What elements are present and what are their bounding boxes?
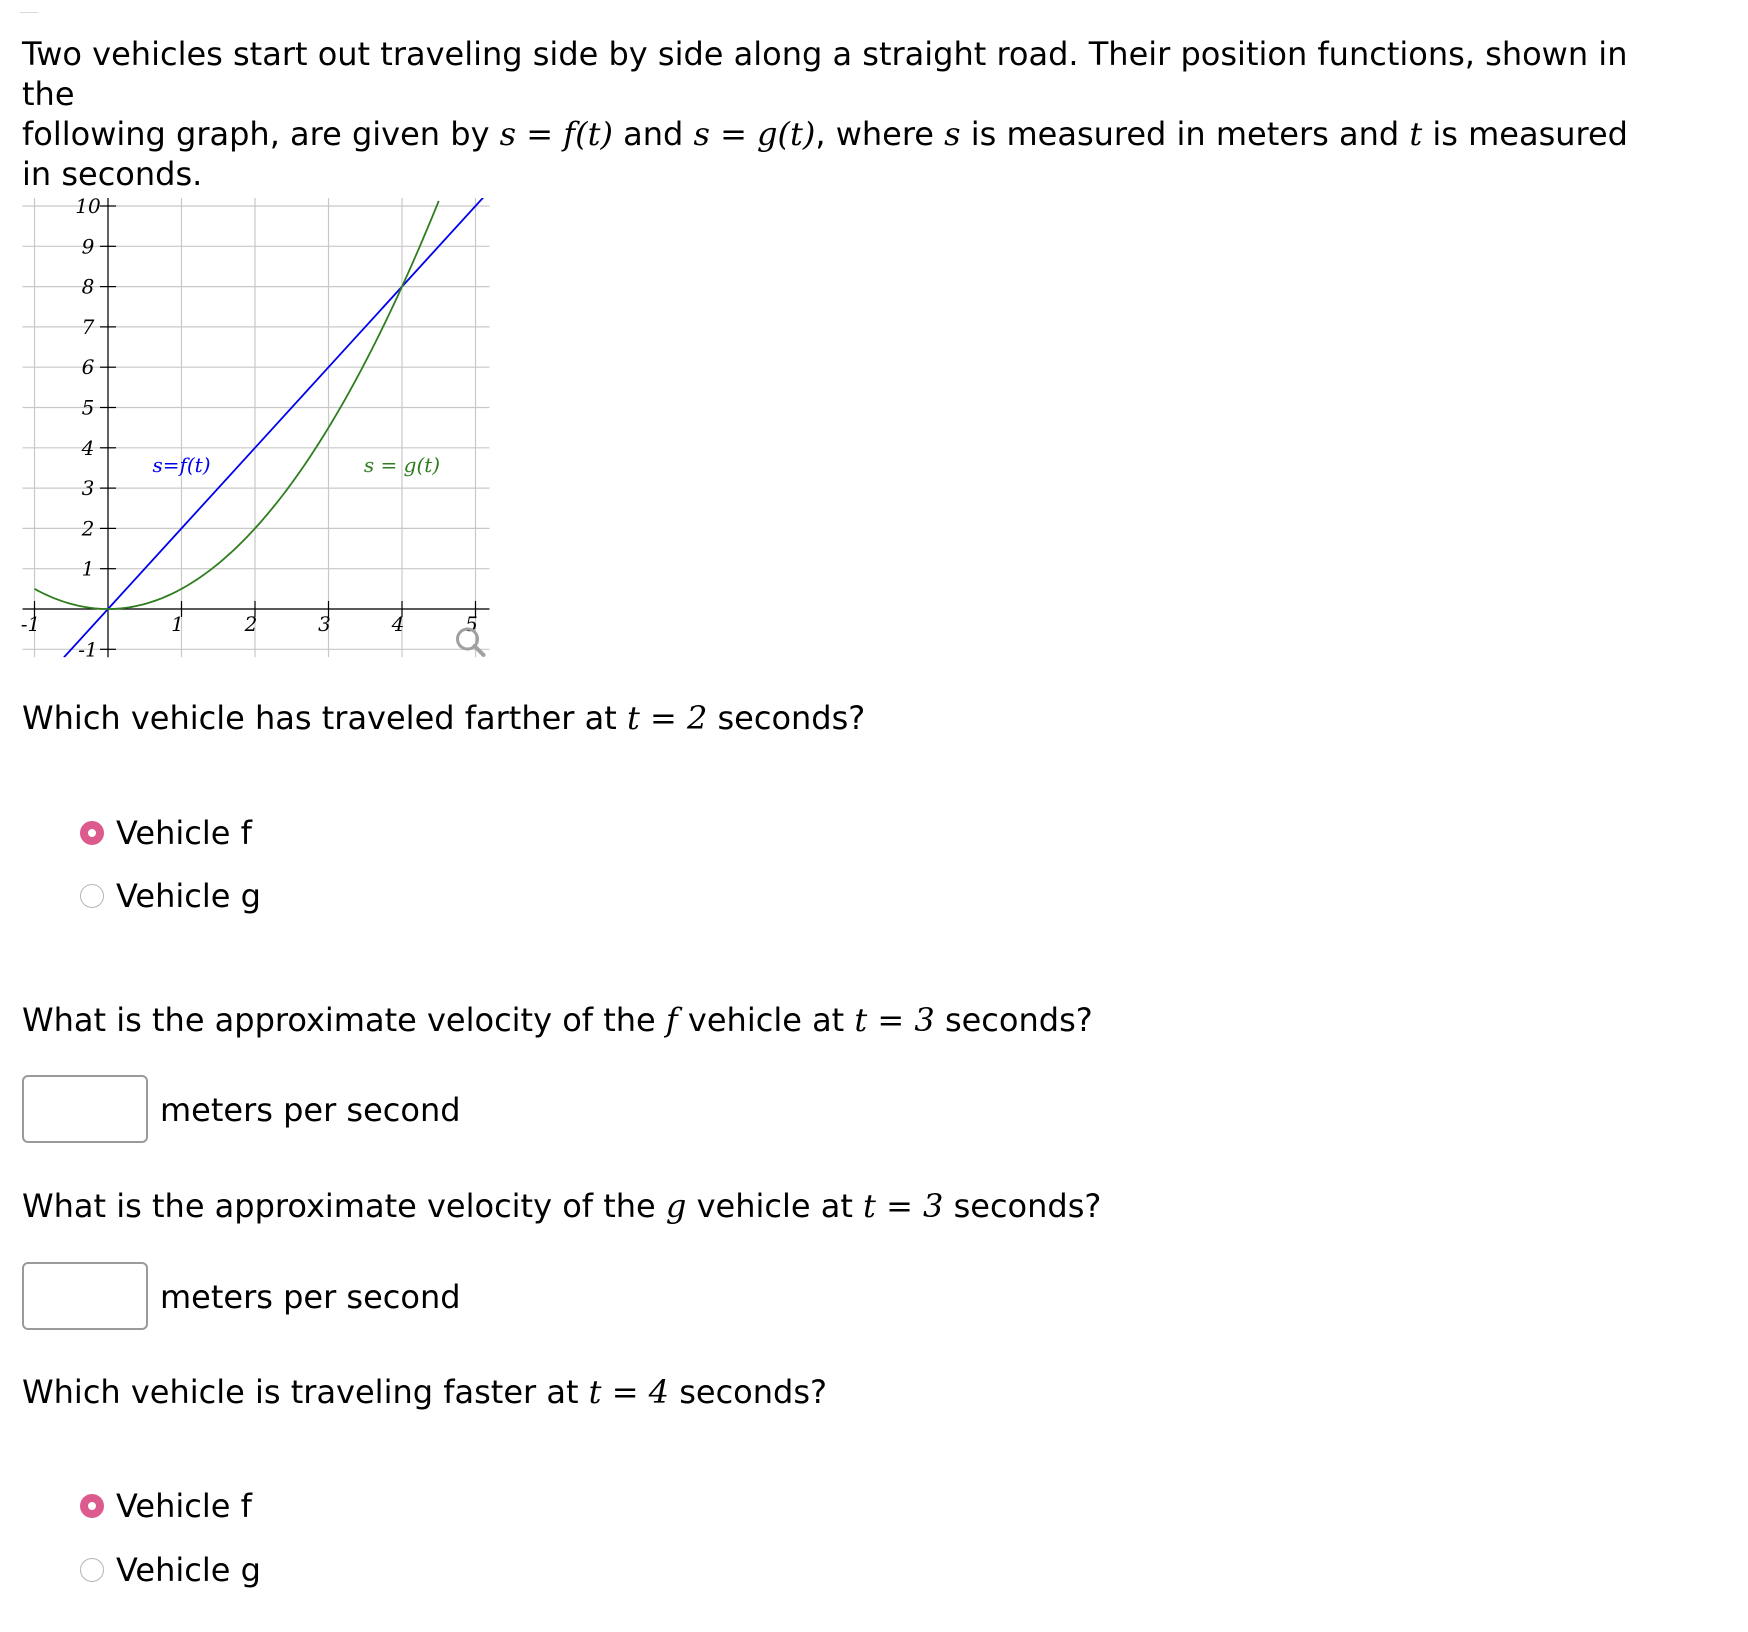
g-velocity-input[interactable] xyxy=(22,1262,148,1330)
q4-radio-f[interactable] xyxy=(80,1494,104,1518)
x-tick-label: 3 xyxy=(318,612,331,636)
q2-expr: t = 3 xyxy=(854,1001,935,1039)
q3-expr: t = 3 xyxy=(863,1187,944,1225)
question-1 xyxy=(22,698,865,738)
g-position-curve xyxy=(35,201,439,609)
q4-option-g[interactable] xyxy=(80,1550,261,1590)
x-tick-label: 2 xyxy=(244,612,258,636)
q1-radio-f[interactable] xyxy=(80,821,104,845)
y-tick-label: 6 xyxy=(81,355,95,380)
intro-line2b: , where xyxy=(815,115,934,153)
q3-text-a: What is the approximate velocity of the xyxy=(22,1187,656,1225)
y-tick-label: 1 xyxy=(81,556,95,581)
g-curve-label: s = g(t) xyxy=(363,452,441,477)
q2-var: f xyxy=(665,1001,678,1039)
q4-text-b: seconds? xyxy=(679,1373,827,1411)
q3-unit: meters per second xyxy=(160,1278,461,1316)
x-tick-label: 5 xyxy=(465,612,478,636)
q2-text-a: What is the approximate velocity of the xyxy=(22,1001,656,1039)
question-4 xyxy=(22,1372,827,1412)
q4-radio-g[interactable] xyxy=(80,1558,104,1582)
q1-text-b: seconds? xyxy=(717,699,866,737)
y-tick-label: 5 xyxy=(81,395,95,420)
f-expression: s = f(t) xyxy=(499,115,613,153)
q4-option-f[interactable] xyxy=(80,1486,252,1526)
x-tick-label: 4 xyxy=(391,612,405,636)
intro-and: and xyxy=(623,115,684,153)
q1-option-f-label: Vehicle f xyxy=(116,814,252,852)
q1-option-g-label: Vehicle g xyxy=(116,877,261,915)
q3-var: g xyxy=(665,1187,687,1225)
intro-line2a: following graph, are given by xyxy=(22,115,490,153)
t-variable: t xyxy=(1409,115,1423,153)
q1-text-a: Which vehicle has traveled farther at xyxy=(22,699,617,737)
intro-line2d: is measured xyxy=(1432,115,1628,153)
q4-option-f-label: Vehicle f xyxy=(116,1487,252,1525)
q2-text-c: seconds? xyxy=(944,1001,1093,1039)
x-tick-label: -1 xyxy=(20,612,41,636)
g-expression: s = g(t) xyxy=(693,115,816,153)
y-tick-label: 4 xyxy=(81,435,95,460)
intro-line2c: is measured in meters and xyxy=(970,115,1400,153)
q2-text-b: vehicle at xyxy=(687,1001,845,1039)
x-tick-label: 1 xyxy=(171,612,184,636)
q1-radio-g[interactable] xyxy=(80,884,104,908)
f-velocity-input[interactable] xyxy=(22,1075,148,1143)
y-tick-label: 9 xyxy=(81,234,95,259)
y-tick-label: -1 xyxy=(78,637,98,662)
intro-line1: Two vehicles start out traveling side by side along a straight road. Their position functions, shown in the xyxy=(22,35,1628,113)
y-tick-label: 8 xyxy=(81,274,95,299)
f-position-line xyxy=(64,190,490,657)
top-divider xyxy=(20,12,38,13)
q3-text-b: vehicle at xyxy=(696,1187,853,1225)
q4-text-a: Which vehicle is traveling faster at xyxy=(22,1373,579,1411)
y-tick-label: 10 xyxy=(75,194,101,218)
y-tick-label: 2 xyxy=(81,516,95,541)
f-curve-label: s=f(t) xyxy=(152,452,211,477)
question-2 xyxy=(22,1000,1093,1040)
y-tick-label: 7 xyxy=(81,314,95,339)
q3-text-c: seconds? xyxy=(953,1187,1102,1225)
intro-line3: in seconds. xyxy=(22,155,203,193)
s-variable: s xyxy=(944,115,961,153)
y-tick-label: 3 xyxy=(81,476,95,501)
q1-expr: t = 2 xyxy=(626,699,708,737)
problem-intro xyxy=(22,34,1682,194)
q2-unit: meters per second xyxy=(160,1091,461,1129)
q1-option-g[interactable] xyxy=(80,876,261,916)
q1-option-f[interactable] xyxy=(80,813,252,853)
q4-option-g-label: Vehicle g xyxy=(116,1551,261,1589)
q4-expr: t = 4 xyxy=(588,1373,670,1411)
position-graph xyxy=(0,180,520,680)
question-3 xyxy=(22,1186,1101,1226)
